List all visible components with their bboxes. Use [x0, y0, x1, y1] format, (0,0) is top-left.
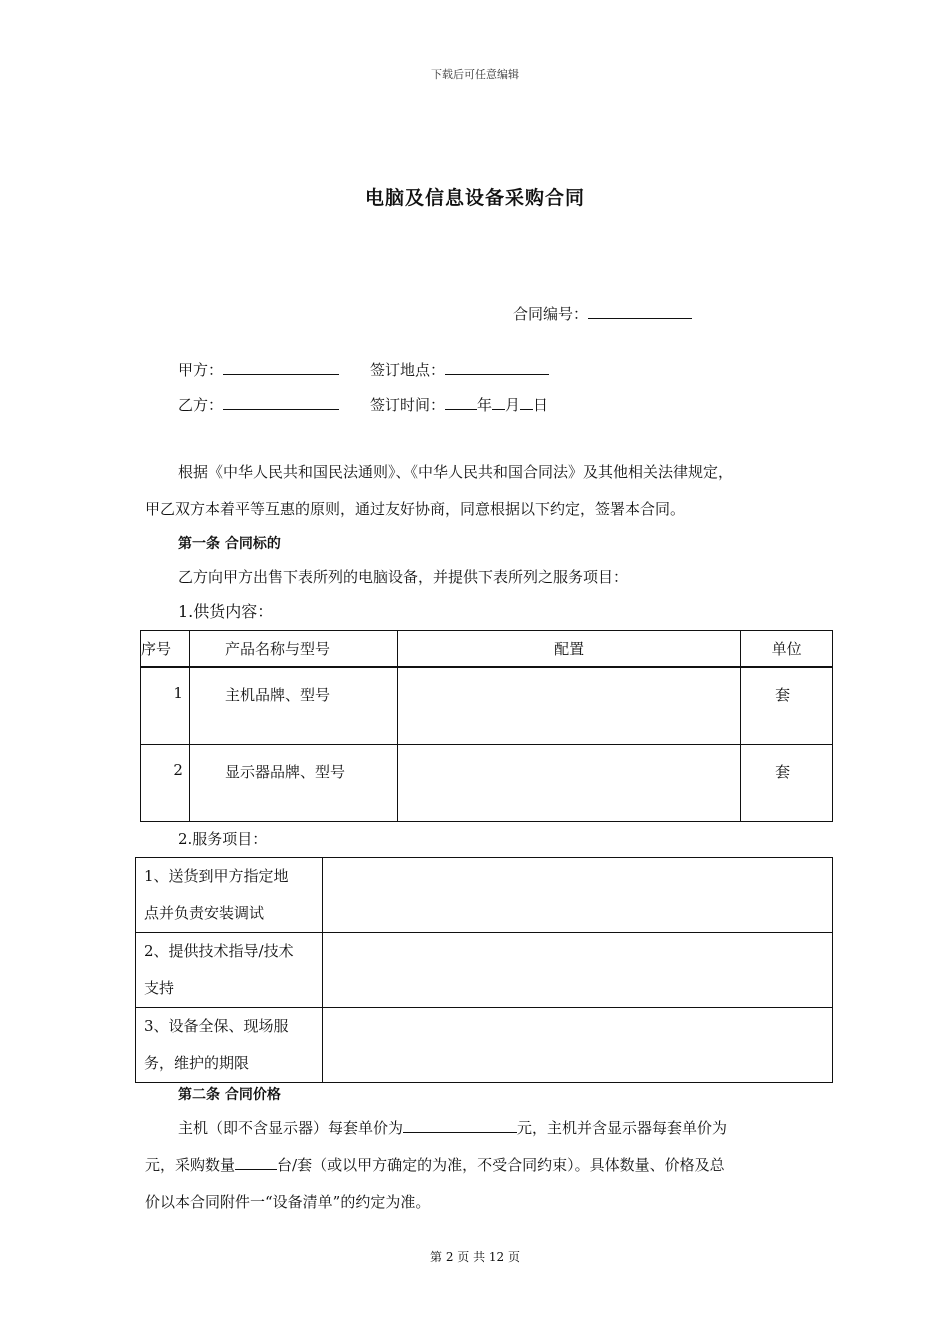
quantity-blank	[235, 1155, 277, 1170]
sign-place-label: 签订地点：	[370, 361, 446, 379]
service-item-line: 2、提供技术指导/技术	[144, 942, 294, 960]
party-b-blank	[223, 395, 339, 410]
service-item-line: 3、设备全保、现场服	[144, 1017, 289, 1035]
price-line-2a: 元，采购数量	[145, 1156, 236, 1174]
service-item	[136, 1008, 323, 1083]
contract-number-line	[513, 303, 692, 324]
page-header: 下载后可任意编辑	[431, 68, 519, 81]
row-config	[397, 667, 740, 745]
row-product: 主机品牌、型号	[189, 667, 397, 745]
intro-line-2: 甲乙双方本着平等互惠的原则，通过友好协商，同意根据以下约定，签署本合同。	[145, 500, 686, 518]
header-no: 序号	[141, 631, 190, 668]
row-config	[397, 745, 740, 822]
day-label: 日	[533, 396, 549, 414]
service-title: 2.服务项目：	[178, 830, 268, 848]
price-line-1	[178, 1117, 727, 1138]
month-blank	[492, 395, 505, 410]
row-product: 显示器品牌、型号	[189, 745, 397, 822]
unit-price-blank	[403, 1118, 517, 1133]
supply-title: 1.供货内容：	[178, 602, 274, 621]
header-product: 产品名称与型号	[189, 631, 397, 668]
header-unit: 单位	[741, 631, 833, 668]
sign-place-blank	[445, 360, 549, 375]
price-line-3: 价以本合同附件一“设备清单”的约定为准。	[145, 1193, 431, 1211]
contract-number-label: 合同编号：	[513, 305, 589, 323]
service-detail	[323, 933, 833, 1008]
service-item-line: 1、送货到甲方指定地	[144, 867, 289, 885]
service-item-line: 务，维护的期限	[144, 1054, 250, 1072]
contract-number-blank	[588, 304, 692, 319]
table-row	[136, 858, 833, 933]
service-item-line: 支持	[144, 979, 175, 997]
document-title: 电脑及信息设备采购合同	[364, 187, 585, 209]
year-label: 年	[477, 396, 493, 414]
table-row	[141, 667, 833, 745]
price-line-2b: 台/套（或以甲方确定的为准，不受合同约束）。具体数量、价格及总	[277, 1156, 725, 1174]
intro-line-1: 根据《中华人民共和国民法通则》、《中华人民共和国合同法》及其他相关法律规定，	[178, 463, 734, 481]
row-no: 1	[141, 667, 190, 745]
page-footer: 第 2 页 共 12 页	[430, 1250, 520, 1264]
article-1-text: 乙方向甲方出售下表所列的电脑设备，并提供下表所列之服务项目：	[178, 568, 629, 586]
party-a-label: 甲方：	[178, 361, 224, 379]
supply-table-header	[141, 631, 833, 668]
party-a-blank	[223, 360, 339, 375]
sign-time-label: 签订时间：	[370, 396, 446, 414]
price-line-2	[145, 1154, 725, 1175]
row-no: 2	[141, 745, 190, 822]
table-row	[141, 745, 833, 822]
year-blank	[445, 395, 477, 410]
party-b-label: 乙方：	[178, 396, 224, 414]
sign-time-line	[370, 394, 548, 415]
table-row	[136, 933, 833, 1008]
article-2-title: 第二条 合同价格	[178, 1087, 281, 1103]
article-1-title: 第一条 合同标的	[178, 536, 281, 552]
price-line-1b: 元，主机并含显示器每套单价为	[517, 1119, 728, 1137]
month-label: 月	[505, 396, 521, 414]
price-line-1a: 主机（即不含显示器）每套单价为	[178, 1119, 404, 1137]
service-table	[135, 857, 833, 1083]
header-config: 配置	[397, 631, 740, 668]
party-a-line	[178, 359, 339, 380]
service-item	[136, 933, 323, 1008]
service-detail	[323, 1008, 833, 1083]
supply-table	[140, 630, 833, 822]
sign-place-line	[370, 359, 549, 380]
service-detail	[323, 858, 833, 933]
table-row	[136, 1008, 833, 1083]
row-unit: 套	[741, 667, 833, 745]
day-blank	[520, 395, 533, 410]
service-item	[136, 858, 323, 933]
party-b-line	[178, 394, 339, 415]
row-unit: 套	[741, 745, 833, 822]
service-item-line: 点并负责安装调试	[144, 904, 265, 922]
